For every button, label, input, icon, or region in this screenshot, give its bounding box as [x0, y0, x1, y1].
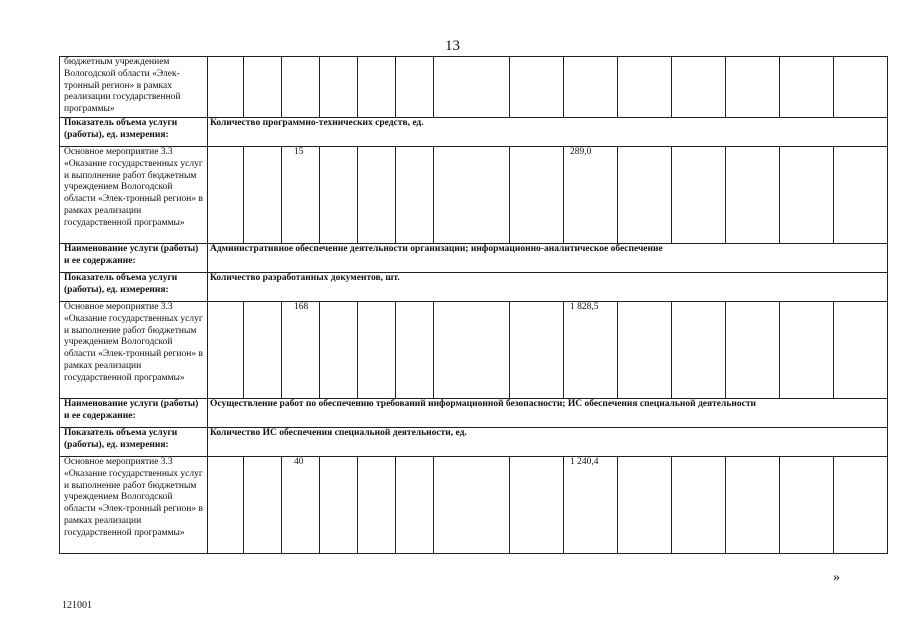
document-code: 121001: [62, 600, 92, 611]
volume-value: Количество разработанных документов, шт.: [208, 273, 888, 302]
table-row: [60, 273, 888, 302]
page-number: 13: [445, 38, 460, 54]
closing-quote-mark: »: [833, 570, 840, 585]
quantity-cell: 15: [282, 147, 320, 244]
table-row: [60, 57, 888, 118]
amount-cell: 1 240,4: [564, 457, 618, 554]
table-row: [60, 399, 888, 428]
table-row: [60, 118, 888, 147]
volume-label: Показатель объема услуги (работы), ед. измерения:: [60, 428, 208, 457]
fragment-cell: бюджетным учреждением Вологодской области «Элек-тронный регион» в рамках реализации государственной программы»: [60, 57, 208, 118]
service-name-value: Осуществление работ по обеспечению требований информационной безопасности; ИС обеспечения специальной деятельности: [208, 399, 888, 428]
measure-label: Основное мероприятие 3.3 «Оказание государственных услуг и выполнение работ бюджетным учреждением Вологодской области «Элек-тронный регион» в рамках реализации государственной программы»: [60, 457, 208, 554]
service-name-label: Наименование услуги (работы) и ее содержание:: [60, 244, 208, 273]
amount-cell: 289,0: [564, 147, 618, 244]
amount-cell: 1 828,5: [564, 302, 618, 399]
quantity-cell: 40: [282, 457, 320, 554]
volume-label: Показатель объема услуги (работы), ед. измерения:: [60, 273, 208, 302]
table-row: [60, 457, 888, 554]
volume-value: Количество ИС обеспечения специальной деятельности, ед.: [208, 428, 888, 457]
program-table: [59, 56, 888, 554]
service-name-value: Административное обеспечение деятельности организации; информационно-аналитическое обеспечение: [208, 244, 888, 273]
table-row: [60, 244, 888, 273]
table-row: [60, 428, 888, 457]
table-row: [60, 147, 888, 244]
table-row: [60, 302, 888, 399]
service-name-label: Наименование услуги (работы) и ее содержание:: [60, 399, 208, 428]
measure-label: Основное мероприятие 3.3 «Оказание государственных услуг и выполнение работ бюджетным учреждением Вологодской области «Элек-тронный регион» в рамках реализации государственной программы»: [60, 302, 208, 399]
volume-value: Количество программно-технических средств, ед.: [208, 118, 888, 147]
quantity-cell: 168: [282, 302, 320, 399]
measure-label: Основное мероприятие 3.3 «Оказание государственных услуг и выполнение работ бюджетным учреждением Вологодской области «Элек-тронный регион» в рамках реализации государственной программы»: [60, 147, 208, 244]
volume-label: Показатель объема услуги (работы), ед. измерения:: [60, 118, 208, 147]
